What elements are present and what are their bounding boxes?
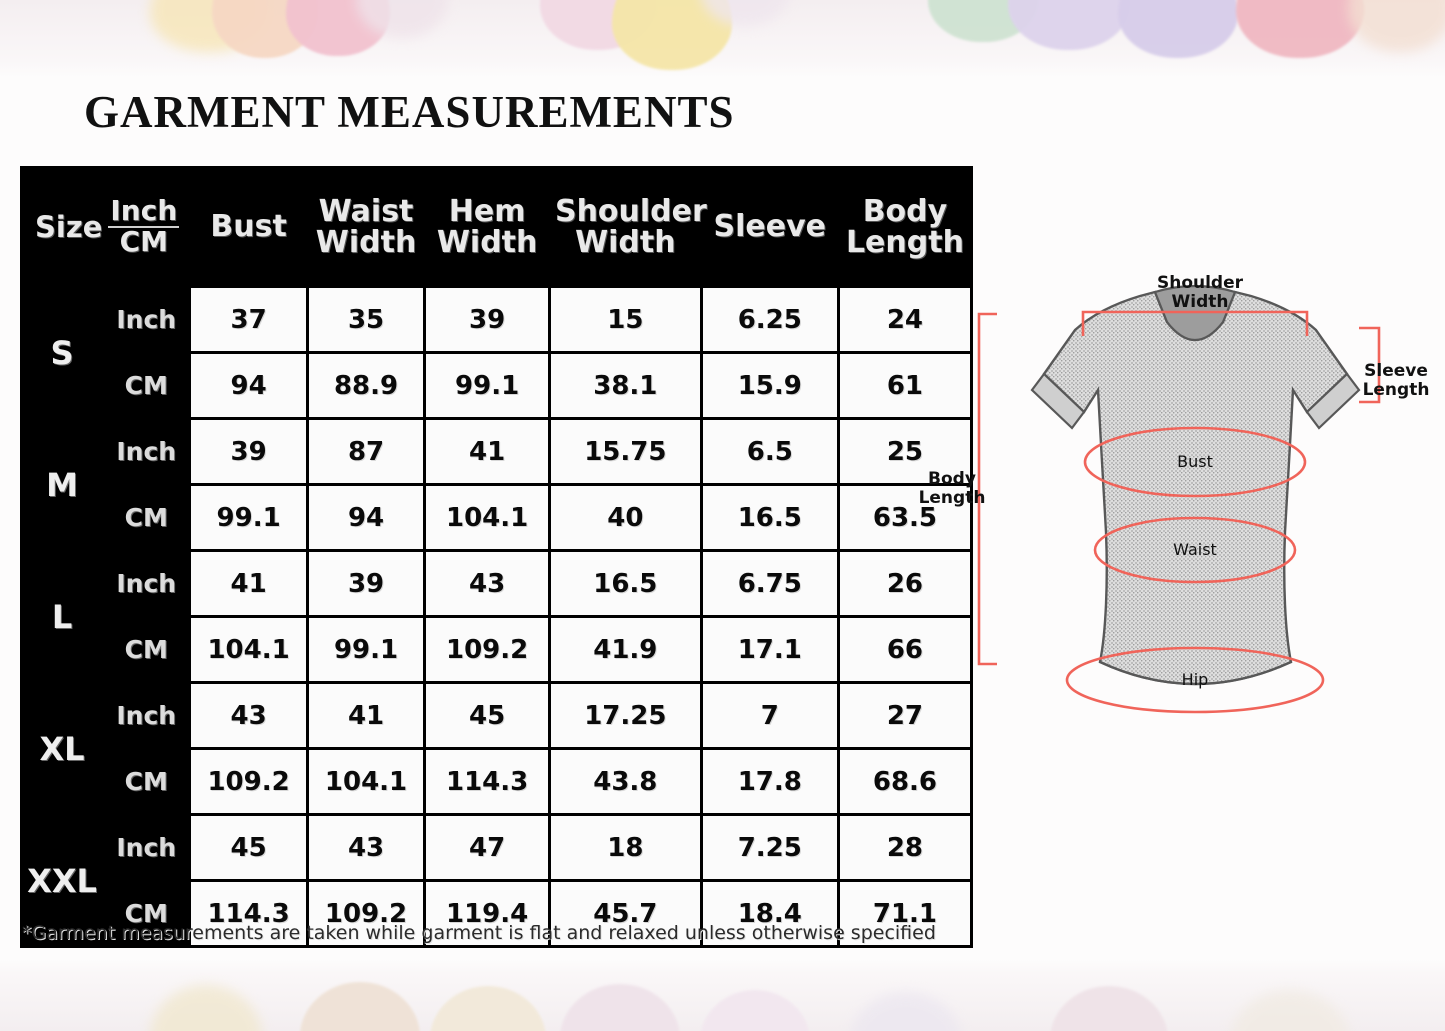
cell-s-cm-bust: 94: [190, 353, 307, 419]
table-row: [22, 287, 972, 353]
label-sleeve-length-line1: Sleeve: [1364, 361, 1428, 381]
cell-xl-inch-bust: 43: [190, 683, 307, 749]
cell-xl-cm-sleeve: 17.8: [701, 749, 838, 815]
size-label-xl: XL: [22, 683, 103, 815]
cell-xl-cm-waist: 104.1: [307, 749, 424, 815]
cell-s-cm-waist: 88.9: [307, 353, 424, 419]
cell-l-cm-sleeve: 17.1: [701, 617, 838, 683]
cell-s-inch-length: 24: [838, 287, 971, 353]
cell-m-cm-sleeve: 16.5: [701, 485, 838, 551]
table-row: [22, 485, 972, 551]
cell-s-cm-shoulder: 38.1: [549, 353, 701, 419]
table-row: [22, 551, 972, 617]
cell-xxl-inch-bust: 45: [190, 815, 307, 881]
cell-xl-cm-length: 68.6: [838, 749, 971, 815]
label-shoulder-width: [1115, 274, 1285, 312]
garment-diagram: [918, 262, 1435, 762]
header-hem-width: Hem Width: [425, 168, 550, 287]
cell-xxl-inch-shoulder: 18: [549, 815, 701, 881]
header-size-label: Size: [35, 209, 103, 244]
cell-xxl-cm-length: 71.1: [838, 881, 971, 947]
header-body-length: Body Length: [838, 168, 971, 287]
unit-inch: Inch: [103, 287, 190, 353]
header-unit-cm: CM: [119, 225, 169, 258]
cell-m-inch-sleeve: 6.5: [701, 419, 838, 485]
size-chart: [20, 166, 973, 948]
cell-xl-inch-length: 27: [838, 683, 971, 749]
cell-s-cm-hem: 99.1: [425, 353, 550, 419]
cell-l-inch-sleeve: 6.75: [701, 551, 838, 617]
label-body-length-line1: Body: [928, 469, 976, 489]
header-unit-inch: Inch: [110, 194, 178, 228]
header-sleeve: Sleeve: [701, 168, 838, 287]
cell-s-inch-sleeve: 6.25: [701, 287, 838, 353]
cell-xl-cm-hem: 114.3: [425, 749, 550, 815]
cell-xl-inch-sleeve: 7: [701, 683, 838, 749]
cell-xl-inch-hem: 45: [425, 683, 550, 749]
cell-m-inch-waist: 87: [307, 419, 424, 485]
cell-m-cm-length: 63.5: [838, 485, 971, 551]
cell-xl-inch-shoulder: 17.25: [549, 683, 701, 749]
label-body-length: [907, 470, 997, 508]
table-row: [22, 419, 972, 485]
cell-l-inch-bust: 41: [190, 551, 307, 617]
size-label-s: S: [22, 287, 103, 419]
cell-l-inch-length: 26: [838, 551, 971, 617]
cell-xl-cm-shoulder: 43.8: [549, 749, 701, 815]
unit-cm: CM: [103, 485, 190, 551]
cell-xxl-inch-hem: 47: [425, 815, 550, 881]
header-size-unit: [22, 168, 190, 287]
cell-xxl-cm-shoulder: 45.7: [549, 881, 701, 947]
garment-body: [1032, 286, 1359, 684]
cell-s-cm-sleeve: 15.9: [701, 353, 838, 419]
cell-xxl-cm-hem: 119.4: [425, 881, 550, 947]
cell-m-cm-waist: 94: [307, 485, 424, 551]
unit-cm: CM: [103, 353, 190, 419]
cell-xxl-inch-waist: 43: [307, 815, 424, 881]
label-bust: Bust: [1177, 452, 1213, 471]
cell-xxl-cm-sleeve: 18.4: [701, 881, 838, 947]
label-waist: Waist: [1173, 540, 1217, 559]
unit-inch: Inch: [103, 419, 190, 485]
unit-inch: Inch: [103, 815, 190, 881]
table-row: [22, 815, 972, 881]
cell-xxl-inch-length: 28: [838, 815, 971, 881]
cell-m-inch-length: 25: [838, 419, 971, 485]
header-bust: Bust: [190, 168, 307, 287]
cell-s-inch-bust: 37: [190, 287, 307, 353]
cell-m-cm-hem: 104.1: [425, 485, 550, 551]
header-unit-stack: [108, 194, 179, 258]
cell-l-inch-shoulder: 16.5: [549, 551, 701, 617]
unit-cm: CM: [103, 749, 190, 815]
table-row: [22, 617, 972, 683]
label-shoulder-width-line1: Shoulder: [1156, 273, 1244, 293]
cell-m-inch-bust: 39: [190, 419, 307, 485]
cell-m-cm-shoulder: 40: [549, 485, 701, 551]
cell-s-inch-hem: 39: [425, 287, 550, 353]
cell-l-cm-bust: 104.1: [190, 617, 307, 683]
cell-s-inch-shoulder: 15: [549, 287, 701, 353]
label-sleeve-length: [1353, 362, 1439, 400]
cell-m-inch-shoulder: 15.75: [549, 419, 701, 485]
unit-cm: CM: [103, 881, 190, 947]
cell-xxl-cm-bust: 114.3: [190, 881, 307, 947]
unit-cm: CM: [103, 617, 190, 683]
garment-outline: [1044, 292, 1347, 684]
header-waist-width: Waist Width: [307, 168, 424, 287]
cell-xxl-inch-sleeve: 7.25: [701, 815, 838, 881]
cell-l-cm-length: 66: [838, 617, 971, 683]
header-shoulder-width: Shoulder Width: [549, 168, 701, 287]
label-hip: Hip: [1181, 670, 1209, 689]
garment-measurements-table: [20, 166, 973, 948]
label-body-length-line2: Length: [918, 488, 986, 509]
cell-l-cm-waist: 99.1: [307, 617, 424, 683]
table-row: [22, 749, 972, 815]
cell-s-inch-waist: 35: [307, 287, 424, 353]
table-row: [22, 353, 972, 419]
size-label-m: M: [22, 419, 103, 551]
page-title: GARMENT MEASUREMENTS: [84, 87, 735, 137]
cell-m-inch-hem: 41: [425, 419, 550, 485]
cell-l-cm-hem: 109.2: [425, 617, 550, 683]
cell-l-inch-hem: 43: [425, 551, 550, 617]
cell-xxl-cm-waist: 109.2: [307, 881, 424, 947]
cell-l-cm-shoulder: 41.9: [549, 617, 701, 683]
label-shoulder-width-line2: Width: [1171, 292, 1229, 313]
unit-inch: Inch: [103, 551, 190, 617]
label-sleeve-length-line2: Length: [1362, 380, 1430, 401]
cell-xl-cm-bust: 109.2: [190, 749, 307, 815]
table-header-row: [22, 168, 972, 287]
footnote: *Garment measurements are taken while garment is flat and relaxed unless otherwise specified: [22, 922, 936, 944]
cell-s-cm-length: 61: [838, 353, 971, 419]
unit-inch: Inch: [103, 683, 190, 749]
size-label-l: L: [22, 551, 103, 683]
cell-m-cm-bust: 99.1: [190, 485, 307, 551]
cell-xl-inch-waist: 41: [307, 683, 424, 749]
table-row: [22, 683, 972, 749]
cell-l-inch-waist: 39: [307, 551, 424, 617]
size-label-xxl: XXL: [22, 815, 103, 947]
